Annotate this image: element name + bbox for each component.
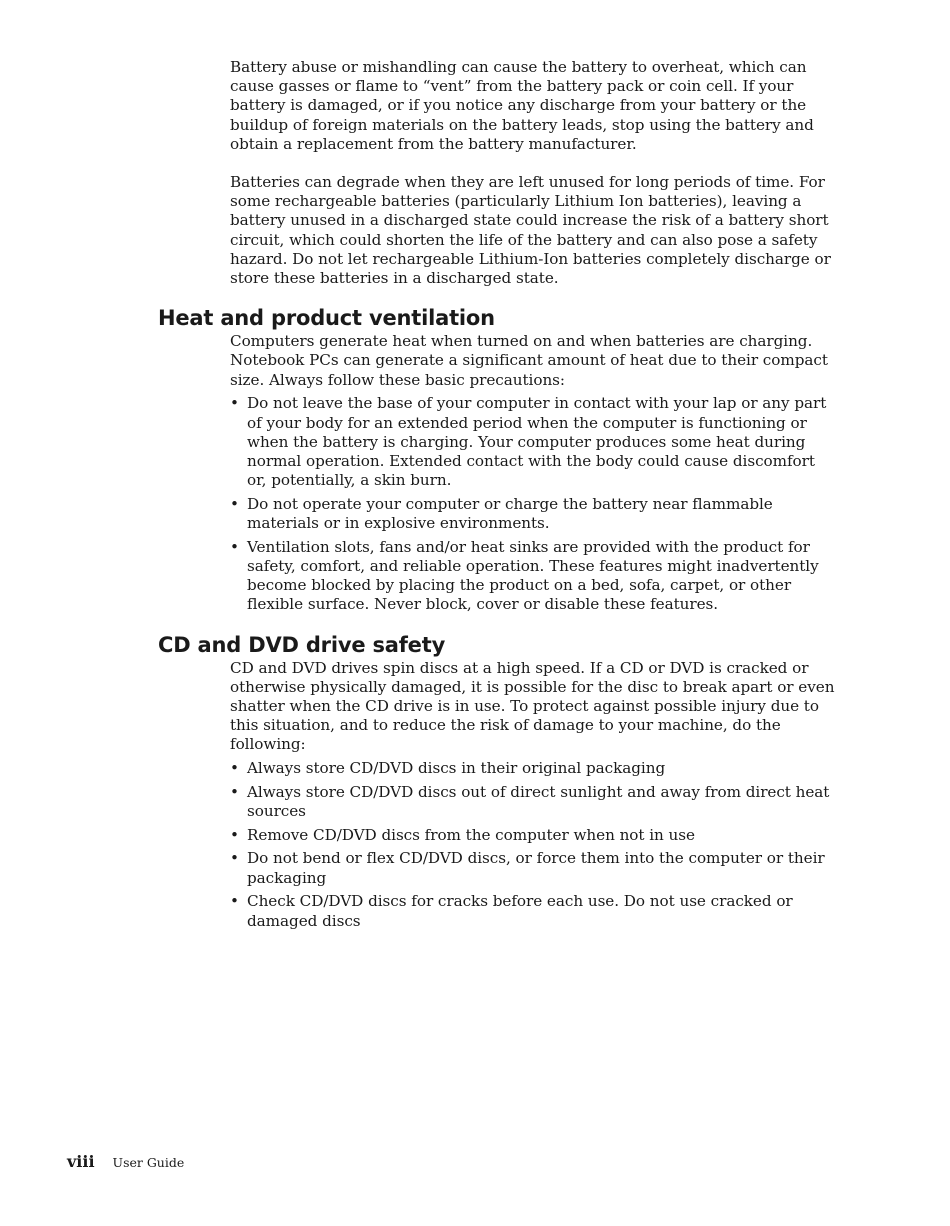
bullet-icon: • — [230, 825, 239, 844]
list-item-text: Do not leave the base of your computer in contact with your lap or any part of your body for an extended period when the computer is functioning or when the battery is charging. Your computer produces some heat during normal operation. Extended contact with the body could cause discomfort or, potentially, a skin burn. — [247, 394, 827, 490]
page-content — [158, 58, 838, 931]
battery-degrade-paragraph: Batteries can degrade when they are left unused for long periods of time. For some rechargeable batteries (particularly Lithium Ion batteries), leaving a battery unused in a discharged state could increase the risk of a battery short circuit, which could shorten the life of the battery and can also pose a safety hazard. Do not let rechargeable Lithium-Ion batteries completely discharge or store these batteries in a discharged state. — [230, 173, 831, 288]
battery-abuse-paragraph: Battery abuse or mishandling can cause the battery to overheat, which can cause gasses or flame to “vent” from the battery pack or coin cell. If your battery is damaged, or if you notice any discharge from your battery or the buildup of foreign materials on the battery leads, stop using the battery and obtain a replacement from the battery manufacturer. — [230, 58, 814, 153]
list-item-text: Check CD/DVD discs for cracks before each use. Do not use cracked or damaged discs — [247, 892, 793, 930]
list-item — [230, 849, 838, 887]
heat-precautions-list — [230, 394, 838, 614]
list-item-text: Ventilation slots, fans and/or heat sinks are provided with the product for safety, comfort, and reliable operation. These features might inadvertently become blocked by placing the product on a bed, sofa, carpet, or other flexible surface. Never block, cover or disable these features. — [247, 537, 819, 614]
list-item — [230, 783, 838, 821]
list-item — [230, 759, 838, 778]
cd-intro-paragraph: CD and DVD drives spin discs at a high speed. If a CD or DVD is cracked or otherwise physically damaged, it is possible for the disc to break apart or even shatter when the CD drive is in use. To protect against possible injury due to this situation, and to reduce the risk of damage to your machine, do the following: — [230, 658, 835, 754]
list-item-text: Always store CD/DVD discs in their original packaging — [247, 759, 666, 778]
bullet-icon: • — [230, 892, 239, 911]
list-item — [230, 892, 838, 930]
cd-dvd-safety-heading: CD and DVD drive safety — [158, 632, 446, 657]
heat-intro-paragraph: Computers generate heat when turned on and when batteries are charging. Notebook PCs can generate a significant amount of heat due to their compact size. Always follow these basic precautions: — [230, 332, 828, 389]
cd-precautions-list — [230, 759, 838, 931]
bullet-icon: • — [230, 537, 239, 556]
heat-ventilation-heading: Heat and product ventilation — [158, 306, 495, 331]
list-item — [230, 394, 838, 490]
list-item — [230, 538, 838, 615]
bullet-icon: • — [230, 759, 239, 778]
page-number: viii — [67, 1152, 95, 1171]
bullet-icon: • — [230, 394, 239, 413]
guide-title: User Guide — [112, 1155, 185, 1170]
list-item-text: Always store CD/DVD discs out of direct sunlight and away from direct heat sources — [247, 782, 830, 820]
list-item-text: Do not operate your computer or charge the battery near flammable materials or in explosive environments. — [247, 494, 773, 533]
list-item-text: Do not bend or flex CD/DVD discs, or force them into the computer or their packaging — [247, 849, 825, 887]
list-item-text: Remove CD/DVD discs from the computer when not in use — [247, 825, 695, 844]
bullet-icon: • — [230, 849, 239, 868]
bullet-icon: • — [230, 782, 239, 801]
bullet-icon: • — [230, 494, 239, 513]
list-item — [230, 495, 838, 533]
page-footer — [67, 1152, 184, 1171]
list-item — [230, 826, 838, 845]
